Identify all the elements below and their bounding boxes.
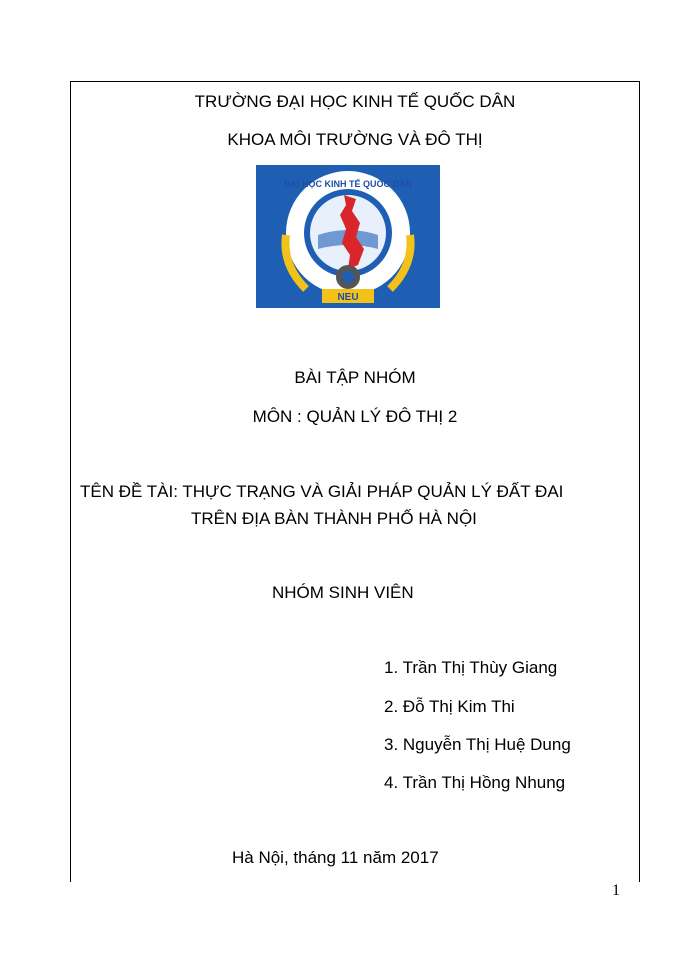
neu-logo-icon xyxy=(256,165,440,308)
place-and-date: Hà Nội, tháng 11 năm 2017 xyxy=(232,848,439,867)
university-logo xyxy=(256,165,440,308)
member-item: 2. Đỗ Thị Kim Thi xyxy=(384,697,515,716)
course-name: MÔN : QUẢN LÝ ĐÔ THỊ 2 xyxy=(252,407,458,426)
logo-ring-text: ĐẠI HỌC KINH TẾ QUỐC DÂN xyxy=(284,179,412,189)
group-heading: NHÓM SINH VIÊN xyxy=(272,583,414,602)
assignment-type: BÀI TẬP NHÓM xyxy=(294,368,416,387)
logo-abbr: NEU xyxy=(337,292,359,303)
member-item: 4. Trần Thị Hồng Nhung xyxy=(384,773,566,792)
member-item: 1. Trần Thị Thùy Giang xyxy=(384,658,558,677)
page-number: 1 xyxy=(612,882,620,899)
topic-title-line1: TÊN ĐỀ TÀI: THỰC TRẠNG VÀ GIẢI PHÁP QUẢN LÝ ĐẤT ĐAI xyxy=(80,482,564,501)
faculty-name: KHOA MÔI TRƯỜNG VÀ ĐÔ THỊ xyxy=(227,130,483,149)
member-item: 3. Nguyễn Thị Huệ Dung xyxy=(384,735,571,754)
topic-title-line2: TRÊN ĐỊA BÀN THÀNH PHỐ HÀ NỘI xyxy=(191,509,477,528)
university-name: TRƯỜNG ĐẠI HỌC KINH TẾ QUỐC DÂN xyxy=(194,92,516,111)
